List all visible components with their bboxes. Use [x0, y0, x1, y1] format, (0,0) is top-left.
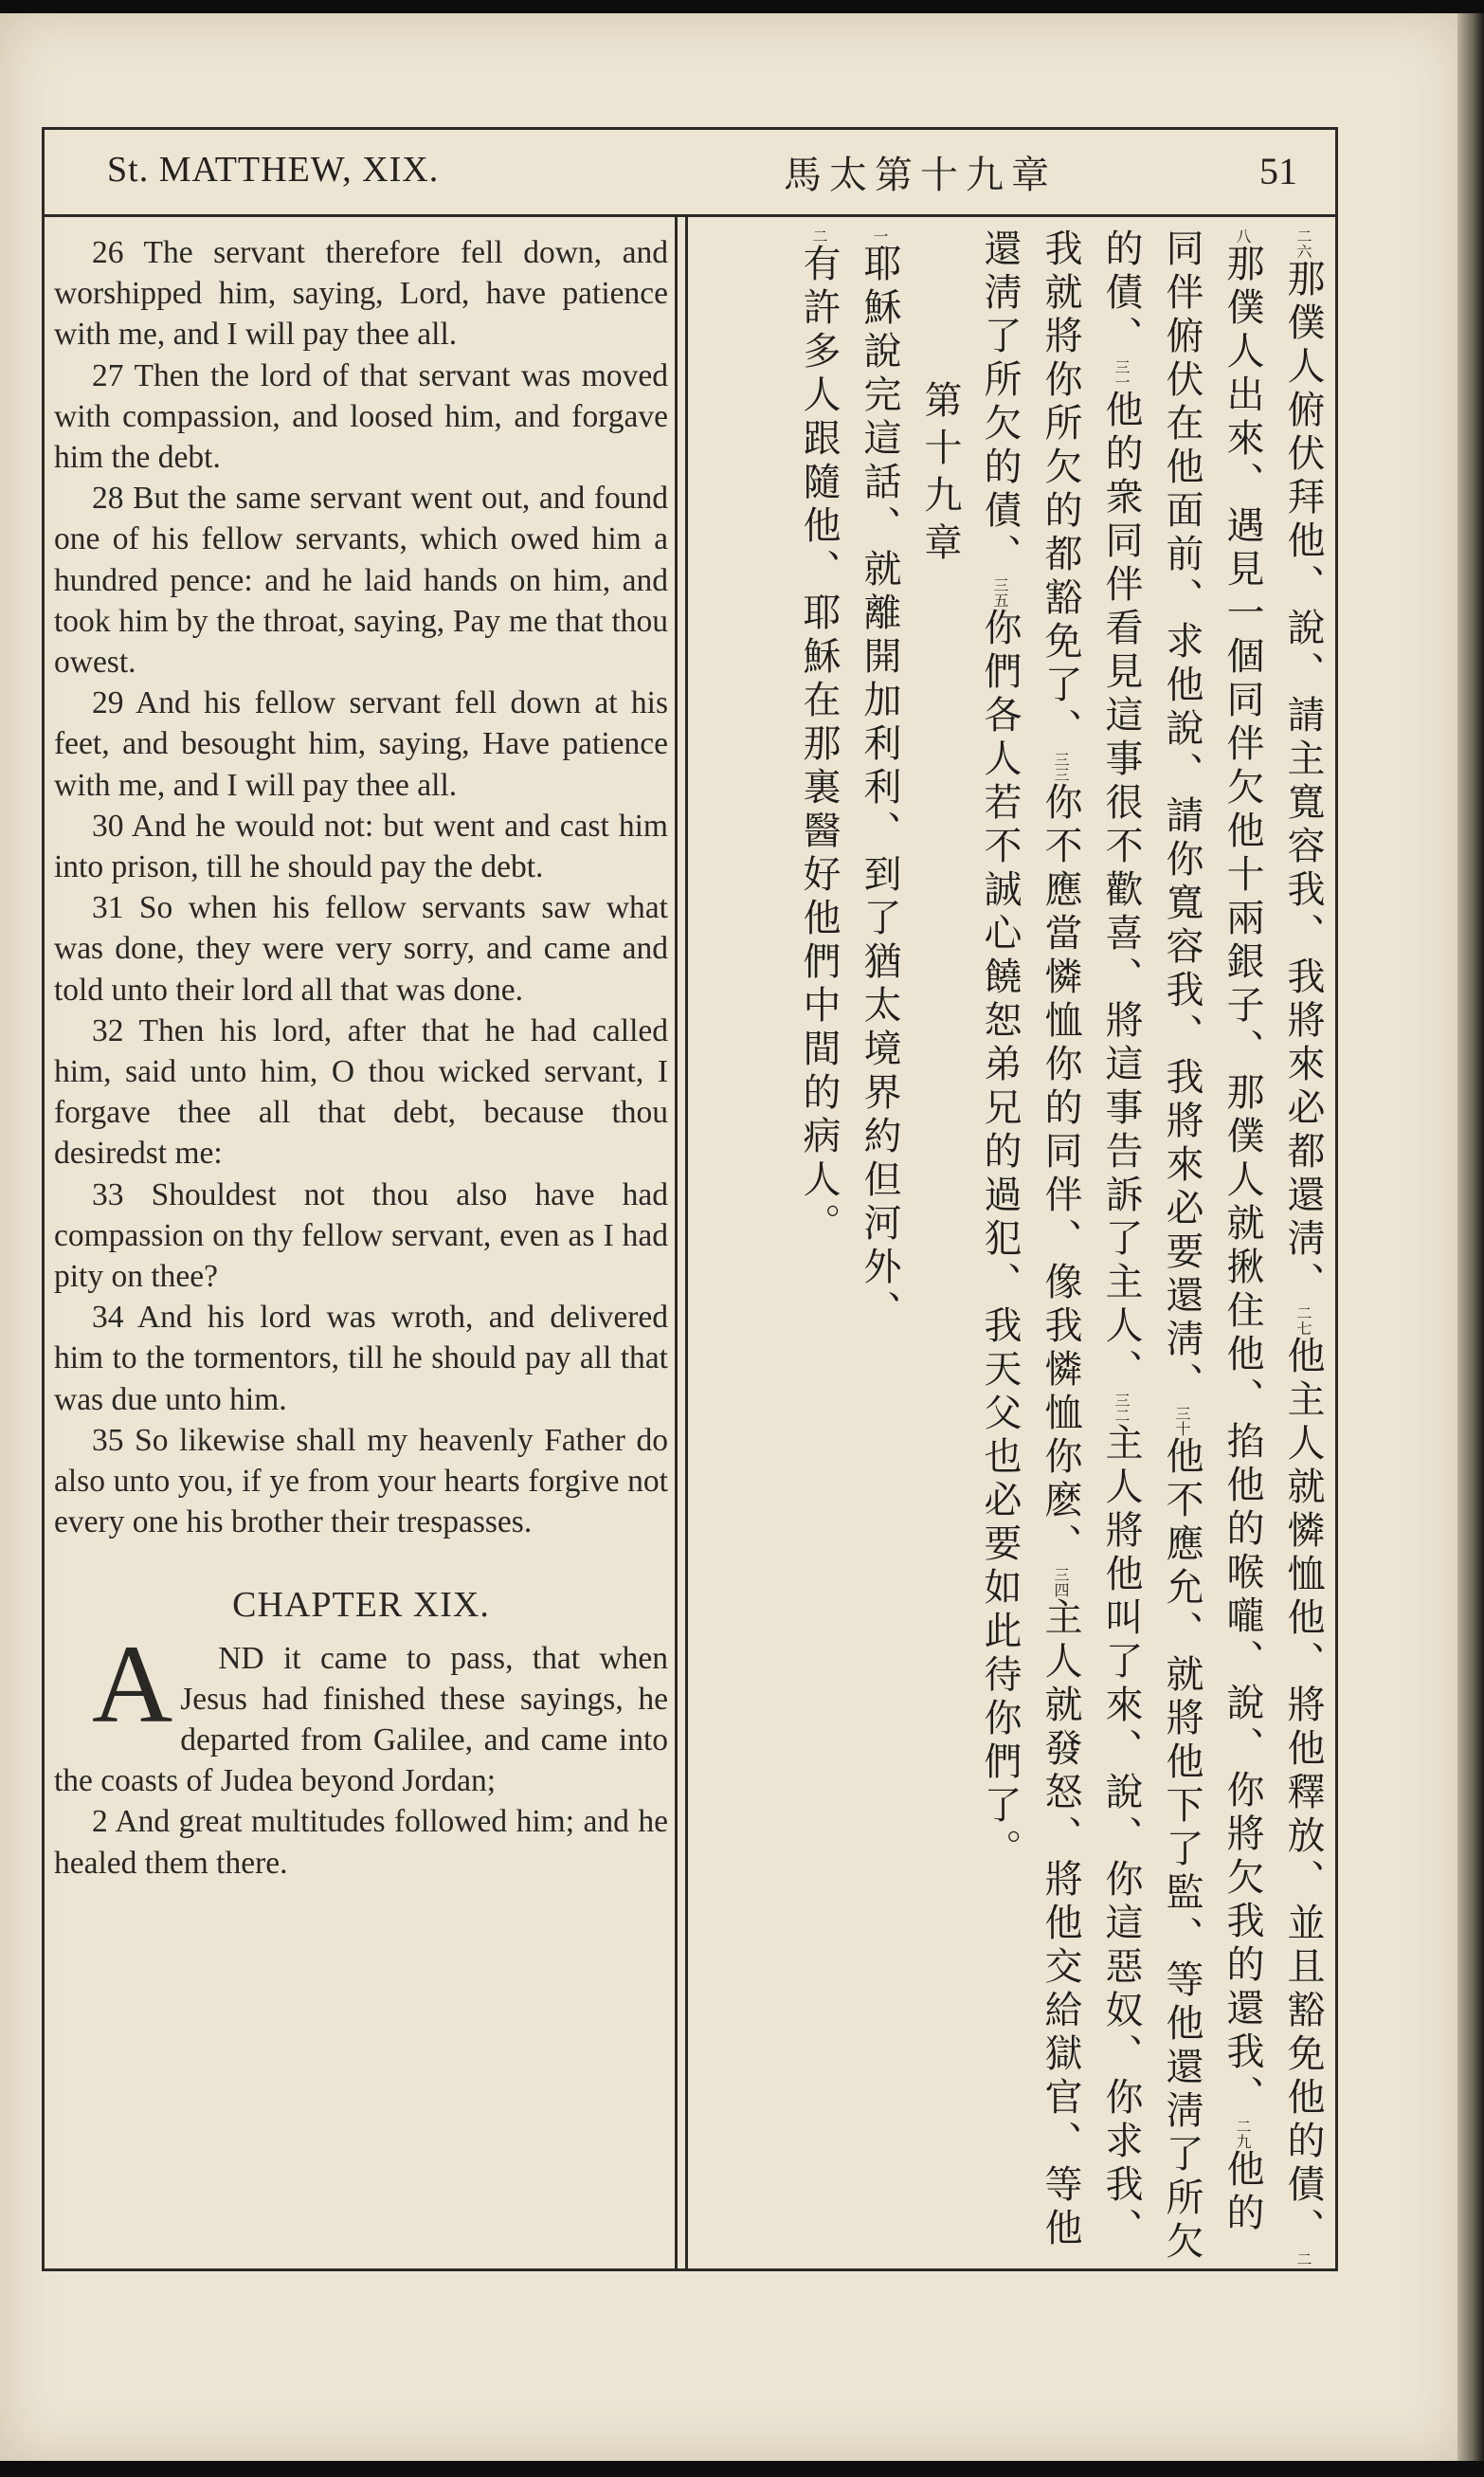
verse-number: 二九	[1234, 2119, 1252, 2149]
verse-number: 三五	[991, 577, 1009, 608]
verse-number: 三四	[1052, 1567, 1070, 1597]
running-header	[45, 130, 1335, 217]
chinese-verse: 他的同伴俯伏在他面前、求他說、請你寬容我、我將來必要還淸、	[1160, 228, 1264, 2236]
english-verse: 34 And his lord was wroth, and delivered him to the tormentors, till he should pay all that was due unto him.	[54, 1300, 668, 1417]
english-verse: 30 And he would not: but went and cast him into prison, till he should pay the debt.	[54, 808, 668, 885]
verse-number: 二	[810, 228, 828, 244]
verse-number: 三二	[1113, 1393, 1131, 1423]
chinese-verse: 有許多人跟隨他、耶穌在那裏醫好他們中間的病人。	[797, 244, 841, 1247]
chinese-verse: 他不應允、就將他下了監、等他還淸了所欠的債、	[1099, 228, 1203, 2265]
chinese-verse: 那僕人出來、遇見一個同伴欠他十兩銀子、那僕人就揪住他、掐他的喉嚨、說、你將欠我的還我、	[1221, 244, 1264, 2119]
chinese-chapter-heading: 第十九章	[918, 380, 962, 570]
chapter-first-verse	[54, 1621, 668, 1802]
chinese-verse: 你們各人若不誠心饒恕弟兄的過犯、我天父也必要如此待你們了。	[978, 608, 1022, 1872]
chinese-passage	[788, 228, 849, 2267]
english-verse: 31 So when his fellow servants saw what was done, they were very sorry, and came and told unto their lord all that was done.	[54, 890, 668, 1008]
english-verse: 32 Then his lord, after that he had called him, said unto him, O thou wicked servant, I forgave thee all that debt, because thou desiredst me:	[54, 1012, 668, 1172]
english-verse: 26 The servant therefore fell down, and worshipped him, saying, Lord, have patience with me, and I will pay thee all.	[54, 235, 668, 353]
chapter-first-verse-text: ND it came to pass, that when Jesus had finished these sayings, he departed from Galilee, and came into the coasts of Judea beyond Jordan;	[54, 1640, 668, 1799]
page-frame	[42, 127, 1338, 2271]
chinese-passage	[849, 228, 910, 2267]
chinese-verse: 他主人就憐恤他、將他釋放、並且豁免他的債、	[1281, 1336, 1325, 2251]
verse-number: 二八	[1234, 228, 1312, 2267]
chapter-heading: CHAPTER XIX.	[232, 1584, 490, 1625]
chinese-verse: 主人將他叫了來、說、你這惡奴、你求我、我就將你所欠的都豁免了、	[1039, 228, 1143, 2251]
chinese-passage	[969, 228, 1333, 2267]
verse-number: 三一	[1113, 359, 1131, 390]
english-column	[54, 232, 668, 1884]
column-divider	[685, 217, 688, 2268]
page-number: 51	[1259, 150, 1297, 192]
chinese-verse: 耶穌說完這話、就離開加利利、到了猶太境界約但河外、	[858, 244, 901, 1334]
english-verse: 2 And great multitudes followed him; and he healed them there.	[54, 1804, 668, 1881]
verse-number: 三三	[1052, 752, 1070, 782]
chinese-verse: 你不應當憐恤你的同伴、像我憐恤你麽、	[1039, 782, 1082, 1567]
english-verse: 27 Then the lord of that servant was moved with compassion, and loosed him, and forgave him the debt.	[54, 357, 668, 476]
drop-cap: A	[92, 1621, 173, 1746]
english-verse: 29 And his fellow servant fell down at his feet, and besought him, saying, Have patience with me, and I will pay thee all.	[54, 685, 668, 803]
verse-number: 一	[871, 228, 889, 244]
chinese-column	[697, 228, 1333, 2267]
book-spine-edge	[1457, 13, 1484, 2461]
chinese-verse: 主人就發怒、將他交給獄官、等他還淸了所欠的債、	[978, 228, 1082, 2251]
verse-number: 二七	[1294, 1305, 1312, 1336]
verse-number: 三十	[1173, 1406, 1191, 1436]
chinese-verse: 那僕人俯伏拜他、說、請主寬容我、我將來必都還淸、	[1281, 259, 1325, 1305]
header-title-chinese: 馬太第十九章	[784, 154, 1057, 197]
english-verse: 35 So likewise shall my heavenly Father do also unto you, if ye from your hearts forgive not every one his brother their trespasses.	[54, 1422, 668, 1540]
header-title: St. MATTHEW, XIX.	[107, 150, 440, 190]
column-divider	[675, 217, 678, 2268]
verse-number: 二六	[1294, 228, 1312, 259]
chinese-verse: 他的衆同伴看見這事很不歡喜、將這事告訴了主人、	[1099, 390, 1143, 1393]
english-verse: 33 Shouldest not thou also have had compassion on thy fellow servant, even as I had pity on thee?	[54, 1176, 668, 1295]
english-verse: 28 But the same servant went out, and found one of his fellow servants, which owed him a hundred pence: and he laid hands on him, and took him by the throat, saying, Pay me that thou owest.	[54, 481, 668, 681]
